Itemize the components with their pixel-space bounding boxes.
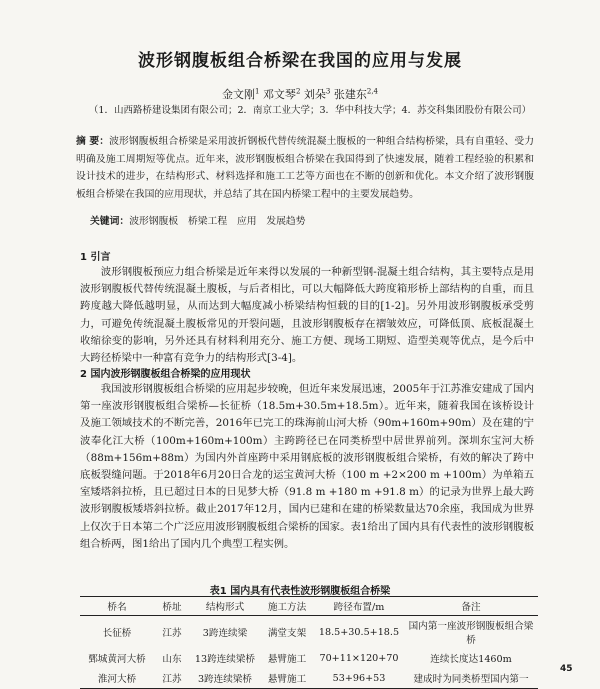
table-cell: 鄄城黄河大桥 — [88, 654, 146, 665]
table-cell: 淮河大桥 — [97, 674, 137, 685]
table-cell: 连续长度达1460m — [430, 654, 512, 665]
author-affil-mark: 2 — [295, 87, 301, 96]
table-header-cell: 备注 — [461, 602, 481, 613]
table-header-cell: 结构形式 — [205, 602, 245, 613]
author-name: 张建东 — [333, 88, 367, 101]
table-cell: 江苏 — [162, 674, 182, 685]
table-cell: 国内第一座波形钢腹板组合梁桥 — [408, 621, 534, 646]
table-row — [80, 616, 538, 649]
section-heading-intro: 1 引言 — [80, 252, 111, 263]
table-cell: 建成时为同类桥型国内第一 — [413, 674, 529, 685]
page-number: 45 — [560, 664, 573, 674]
intro-paragraph: 波形钢腹板预应力组合桥梁是近年来得以发展的一种新型钢-混凝土组合结构，其主要特点是用波形钢腹板代替传统混凝土腹板，与后者相比，可以大幅降低大跨度箱形桥上部结构的自重，而且跨度越大降低越明显，从而达到大幅度减小桥梁结构恒载的目的[1-2]。另外用波形钢腹板承受剪力，可避免传统混凝土腹板常见的开裂问题，且波形钢腹板存在褶皱效应，可降低顶、底板混凝土收缩徐变的影响，另外还具有材料利用充分、施工方便、现场工期短、造型美观等优点，是今后中大跨径桥梁中一种富有竞争力的结构形式[3-4]。 — [80, 266, 534, 365]
author-name: 邓文琴 — [262, 88, 296, 101]
keywords-text: 波形钢腹板 桥梁工程 应用 发展趋势 — [129, 216, 306, 227]
table-row — [80, 648, 538, 668]
table-header-cell: 施工方法 — [267, 602, 307, 613]
abstract-label: 摘 要： — [76, 136, 110, 147]
status-paragraph: 我国波形钢腹板组合桥梁的应用起步较晚，但近年来发展迅速，2005年于江苏淮安建成了国内第一座波形钢腹板组合梁桥—长征桥（18.5m+30.5m+18.5m）。近年来，随着我国在该桥设计及施工领域技术的不断完善，2016年已完工的珠海前山河大桥（90m+160m+90m）及在建的宁波奉化江大桥（100m+160m+100m）主跨跨径已在同类桥型中居世界前列。深圳东宝河大桥（88m+156m+88m）为国内外首座跨中采用钢底板的波形钢腹板组合梁桥，有效的解决了跨中底板裂缝问题。于2018年6月20日合龙的运宝黄河大桥（100 m +2×200 m +100m）为单箱五室矮塔斜拉桥，且已超过日本的日见梦大桥（91.8 m +180 m +91.8 m）的记录为世界上最大跨波形钢腹板矮塔斜拉桥。截止2017年12月，国内已建和在建的桥梁数量达70余座，我国成为世界上仅次于日本第二个广泛应用波形钢腹板组合梁桥的国家。表1给出了国内具有代表性的波形钢腹板组合桥两，图1给出了国内几个典型工程实例。 — [80, 383, 534, 550]
author-affil-mark: 3 — [325, 87, 331, 96]
table-header-cell: 桥名 — [107, 602, 127, 613]
table-cell: 53+96+53 — [332, 672, 386, 684]
table-cell: 满堂支架 — [267, 628, 307, 639]
table-cell: 3跨连续梁 — [202, 628, 248, 639]
author-name: 刘朵 — [303, 88, 326, 101]
table-cell: 悬臂施工 — [267, 654, 307, 665]
keywords-label: 关键词： — [90, 216, 130, 227]
abstract-text: 波形钢腹板组合桥梁是采用波折钢板代替传统混凝土腹板的一种组合结构桥梁，具有自重轻、受力明确及施工周期短等优点。近年来，波形钢腹板组合桥梁在我国得到了快速发展，随着工程经验的积累和设计技术的进步，在结构形式、材料选择和施工工艺等方面也在不断的创新和优化。本文介绍了波形钢腹板组合桥梁在我国的应用现状，并总结了其在国内桥梁工程中的主要发展趋势。 — [76, 136, 535, 200]
keywords — [90, 213, 530, 227]
author-name: 金文刚 — [221, 88, 255, 101]
section-heading-status: 2 国内波形钢腹板组合桥梁的应用现状 — [80, 369, 251, 380]
table-caption: 表1 国内具有代表性波形钢腹板组合桥梁 — [209, 586, 391, 597]
bridge-table — [80, 596, 538, 689]
table-header-row — [80, 597, 538, 616]
table-cell: 长征桥 — [102, 628, 132, 639]
author-list — [0, 86, 600, 102]
table-row — [80, 668, 538, 689]
table-header-cell: 桥址 — [162, 602, 182, 613]
table-cell: 3跨连续梁桥 — [197, 674, 253, 685]
table-cell: 13跨连续梁桥 — [194, 654, 256, 665]
table-cell: 18.5+30.5+18.5 — [318, 626, 400, 638]
table-cell: 70+11×120+70 — [319, 652, 399, 664]
table-cell: 山东 — [162, 654, 182, 665]
author-affil-mark: 1 — [254, 87, 260, 96]
table-cell: 悬臂施工 — [267, 674, 307, 685]
author-affil-mark: 2,4 — [366, 87, 379, 96]
table-header-cell: 跨径布置/m — [333, 602, 385, 613]
affiliations: （1．山西路桥建设集团有限公司；2．南京工业大学；3．华中科技大学；4．苏交科集团股份有限公司） — [88, 105, 532, 116]
table-cell: 江苏 — [162, 628, 182, 639]
abstract — [76, 133, 534, 203]
paper-title: 波形钢腹板组合桥梁在我国的应用与发展 — [138, 51, 462, 71]
